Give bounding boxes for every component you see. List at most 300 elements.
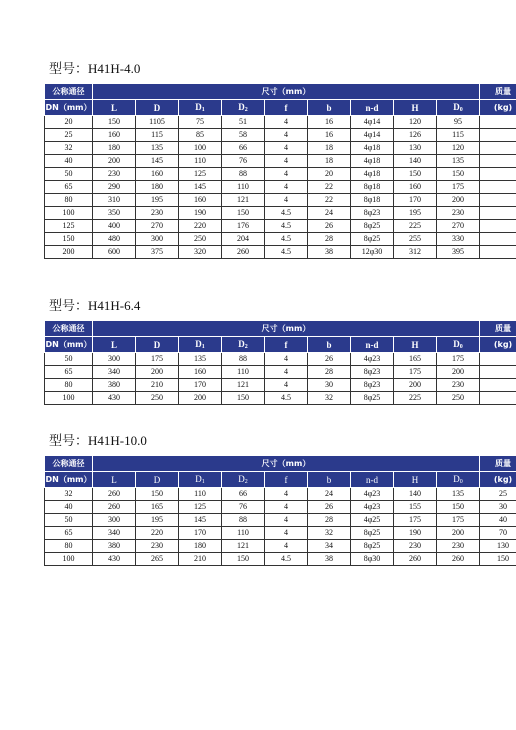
col-header-4: $D_2$ — [222, 100, 265, 116]
table-cell: 176 — [222, 220, 265, 233]
table-row — [45, 155, 516, 168]
table-cell: 4.5 — [265, 220, 308, 233]
table-cell: 4 — [265, 366, 308, 379]
table-cell: 4.5 — [265, 233, 308, 246]
table-cell: 58 — [222, 129, 265, 142]
table-cell — [480, 233, 516, 246]
table-cell: 76 — [222, 501, 265, 514]
table-cell: 160 — [394, 181, 437, 194]
table-cell: 65 — [45, 366, 93, 379]
model-title: 型号：H41H-10.0 — [49, 433, 147, 448]
table-row — [45, 116, 516, 129]
table-cell — [480, 142, 516, 155]
table-row — [45, 540, 516, 553]
table-cell: 4.5 — [265, 553, 308, 566]
col-header-2: D — [136, 337, 179, 353]
table-cell: 38 — [308, 246, 351, 259]
col-header-6: b — [308, 337, 351, 353]
table-cell — [480, 194, 516, 207]
dn-unit-header: DN（mm） — [45, 472, 93, 488]
header-row-bottom — [45, 472, 516, 488]
table-cell: 65 — [45, 527, 93, 540]
table-cell: 76 — [222, 155, 265, 168]
table-cell: 145 — [179, 181, 222, 194]
table-cell: 18 — [308, 155, 351, 168]
table-cell — [480, 366, 516, 379]
table-cell: 230 — [437, 207, 480, 220]
table-cell: 88 — [222, 514, 265, 527]
table-row — [45, 246, 516, 259]
table-cell — [480, 155, 516, 168]
table-cell: 312 — [394, 246, 437, 259]
col-header-3: $D_1$ — [179, 472, 222, 488]
table-cell — [480, 246, 516, 259]
table-cell: 120 — [394, 116, 437, 129]
col-header-4: $D_2$ — [222, 472, 265, 488]
spec-section-h41h-6-4 — [44, 297, 513, 405]
table-cell: 135 — [437, 155, 480, 168]
dims-header: 尺寸（mm） — [93, 456, 480, 472]
table-cell: 230 — [437, 379, 480, 392]
table-row — [45, 220, 516, 233]
table-cell: 28 — [308, 233, 351, 246]
header-row-top — [45, 456, 516, 472]
col-header-2: D — [136, 472, 179, 488]
table-cell: 220 — [136, 527, 179, 540]
table-cell: 4φ18 — [351, 168, 394, 181]
col-header-7: n-d — [351, 100, 394, 116]
table-cell: 255 — [394, 233, 437, 246]
col-header-1: L — [93, 100, 136, 116]
table-cell: 340 — [93, 527, 136, 540]
table-cell: 100 — [45, 207, 93, 220]
table-cell: 350 — [93, 207, 136, 220]
col-header-9: $D_0$ — [437, 100, 480, 116]
table-cell: 190 — [394, 527, 437, 540]
table-cell: 110 — [222, 181, 265, 194]
table-cell: 135 — [179, 353, 222, 366]
spec-table — [44, 320, 516, 405]
col-header-8: H — [394, 337, 437, 353]
header-row-bottom — [45, 337, 516, 353]
table-cell: 1105 — [136, 116, 179, 129]
table-cell: 80 — [45, 194, 93, 207]
table-cell: 8φ23 — [351, 207, 394, 220]
col-header-9: $D_0$ — [437, 472, 480, 488]
table-cell: 32 — [45, 142, 93, 155]
table-cell: 430 — [93, 392, 136, 405]
table-cell: 200 — [93, 155, 136, 168]
col-header-4: $D_2$ — [222, 337, 265, 353]
table-cell: 170 — [394, 194, 437, 207]
table-cell — [480, 181, 516, 194]
weight-header: 质量 — [480, 456, 516, 472]
table-cell: 150 — [45, 233, 93, 246]
table-cell: 260 — [93, 488, 136, 501]
table-cell: 160 — [93, 129, 136, 142]
spec-section-h41h-4-0 — [44, 60, 513, 259]
table-cell: 175 — [437, 514, 480, 527]
table-cell: 260 — [222, 246, 265, 259]
table-cell: 85 — [179, 129, 222, 142]
table-cell: 22 — [308, 181, 351, 194]
col-header-8: H — [394, 472, 437, 488]
table-cell: 4φ14 — [351, 116, 394, 129]
model-title: 型号：H41H-6.4 — [49, 298, 141, 313]
table-cell: 204 — [222, 233, 265, 246]
header-row-top — [45, 84, 516, 100]
table-cell: 8φ18 — [351, 194, 394, 207]
header-row-top — [45, 321, 516, 337]
table-cell: 160 — [179, 366, 222, 379]
table-cell: 150 — [222, 392, 265, 405]
table-cell: 150 — [136, 488, 179, 501]
table-cell: 40 — [45, 155, 93, 168]
table-cell: 430 — [93, 553, 136, 566]
weight-unit-header: (kg) — [480, 472, 516, 488]
table-row — [45, 366, 516, 379]
table-cell: 26 — [308, 353, 351, 366]
table-cell: 310 — [93, 194, 136, 207]
table-cell: 16 — [308, 116, 351, 129]
table-cell: 250 — [179, 233, 222, 246]
weight-header: 质量 — [480, 321, 516, 337]
table-cell: 24 — [308, 488, 351, 501]
table-cell: 50 — [45, 514, 93, 527]
table-cell: 4.5 — [265, 207, 308, 220]
table-cell: 26 — [308, 501, 351, 514]
table-cell: 230 — [136, 207, 179, 220]
table-cell: 230 — [136, 540, 179, 553]
col-header-7: n-d — [351, 337, 394, 353]
table-cell: 380 — [93, 540, 136, 553]
table-row — [45, 488, 516, 501]
table-cell: 270 — [136, 220, 179, 233]
table-cell: 121 — [222, 194, 265, 207]
table-row — [45, 233, 516, 246]
table-cell — [480, 116, 516, 129]
table-cell: 125 — [45, 220, 93, 233]
col-header-1: L — [93, 472, 136, 488]
table-cell: 130 — [480, 540, 516, 553]
table-row — [45, 142, 516, 155]
table-cell — [480, 168, 516, 181]
table-cell: 4 — [265, 501, 308, 514]
table-cell: 265 — [136, 553, 179, 566]
table-cell: 121 — [222, 379, 265, 392]
table-cell: 8φ30 — [351, 553, 394, 566]
col-header-3: $D_1$ — [179, 100, 222, 116]
table-cell: 34 — [308, 540, 351, 553]
table-cell: 145 — [179, 514, 222, 527]
table-cell: 4 — [265, 514, 308, 527]
dims-header: 尺寸（mm） — [93, 321, 480, 337]
dn-unit-header: DN（mm） — [45, 337, 93, 353]
table-cell: 8φ25 — [351, 540, 394, 553]
table-row — [45, 353, 516, 366]
table-cell: 75 — [179, 116, 222, 129]
table-cell: 230 — [93, 168, 136, 181]
table-cell: 230 — [394, 540, 437, 553]
table-cell: 480 — [93, 233, 136, 246]
table-row — [45, 207, 516, 220]
table-cell: 32 — [45, 488, 93, 501]
table-cell: 395 — [437, 246, 480, 259]
table-cell: 170 — [179, 527, 222, 540]
table-cell: 20 — [308, 168, 351, 181]
table-cell: 4φ23 — [351, 353, 394, 366]
table-cell: 150 — [93, 116, 136, 129]
table-cell: 4 — [265, 527, 308, 540]
table-cell: 16 — [308, 129, 351, 142]
table-cell — [480, 392, 516, 405]
table-cell: 115 — [437, 129, 480, 142]
table-cell: 160 — [136, 168, 179, 181]
dims-header: 尺寸（mm） — [93, 84, 480, 100]
table-row — [45, 527, 516, 540]
table-cell: 600 — [93, 246, 136, 259]
table-cell: 195 — [136, 194, 179, 207]
table-cell: 4 — [265, 142, 308, 155]
header-row-bottom — [45, 100, 516, 116]
table-cell: 225 — [394, 392, 437, 405]
table-cell: 8φ18 — [351, 181, 394, 194]
table-cell: 150 — [480, 553, 516, 566]
table-cell: 200 — [45, 246, 93, 259]
table-cell: 210 — [136, 379, 179, 392]
weight-header: 质量 — [480, 84, 516, 100]
table-cell: 150 — [437, 501, 480, 514]
table-cell: 340 — [93, 366, 136, 379]
table-cell: 190 — [179, 207, 222, 220]
table-cell: 4 — [265, 116, 308, 129]
dn-unit-header: DN（mm） — [45, 100, 93, 116]
table-cell: 4 — [265, 353, 308, 366]
table-cell: 18 — [308, 142, 351, 155]
table-cell: 66 — [222, 142, 265, 155]
table-cell: 200 — [437, 194, 480, 207]
table-cell: 270 — [437, 220, 480, 233]
table-cell: 170 — [179, 379, 222, 392]
spec-table — [44, 455, 516, 566]
table-cell: 125 — [179, 501, 222, 514]
table-cell: 200 — [437, 366, 480, 379]
table-cell: 175 — [437, 353, 480, 366]
table-row — [45, 514, 516, 527]
table-cell: 4φ18 — [351, 155, 394, 168]
col-header-1: L — [93, 337, 136, 353]
table-cell: 100 — [179, 142, 222, 155]
table-cell — [480, 353, 516, 366]
table-cell: 330 — [437, 233, 480, 246]
table-cell: 110 — [179, 155, 222, 168]
table-cell — [480, 129, 516, 142]
table-cell: 160 — [179, 194, 222, 207]
table-cell: 8φ25 — [351, 233, 394, 246]
table-cell: 40 — [480, 514, 516, 527]
table-cell: 140 — [394, 488, 437, 501]
table-cell: 24 — [308, 207, 351, 220]
table-cell: 4 — [265, 540, 308, 553]
table-row — [45, 168, 516, 181]
table-cell: 195 — [394, 207, 437, 220]
table-cell: 8φ25 — [351, 220, 394, 233]
table-row — [45, 194, 516, 207]
table-cell: 290 — [93, 181, 136, 194]
table-row — [45, 501, 516, 514]
table-cell: 8φ23 — [351, 379, 394, 392]
table-cell: 250 — [136, 392, 179, 405]
col-header-6: b — [308, 472, 351, 488]
table-cell: 126 — [394, 129, 437, 142]
table-cell: 4 — [265, 168, 308, 181]
table-cell: 260 — [437, 553, 480, 566]
table-cell: 250 — [437, 392, 480, 405]
table-cell: 88 — [222, 168, 265, 181]
table-cell: 4φ14 — [351, 129, 394, 142]
weight-unit-header: (kg) — [480, 337, 516, 353]
table-cell: 300 — [93, 514, 136, 527]
table-cell: 100 — [45, 392, 93, 405]
table-cell: 4 — [265, 129, 308, 142]
table-cell: 4 — [265, 379, 308, 392]
table-cell: 175 — [394, 514, 437, 527]
table-cell: 70 — [480, 527, 516, 540]
table-cell: 200 — [394, 379, 437, 392]
model-title: 型号：H41H-4.0 — [49, 61, 141, 76]
table-cell: 180 — [136, 181, 179, 194]
table-cell: 4.5 — [265, 246, 308, 259]
table-cell: 260 — [93, 501, 136, 514]
table-cell: 30 — [480, 501, 516, 514]
table-cell: 28 — [308, 514, 351, 527]
table-cell: 150 — [222, 207, 265, 220]
dn-header: 公称通径 — [45, 84, 93, 100]
table-cell: 135 — [437, 488, 480, 501]
table-cell: 26 — [308, 220, 351, 233]
table-cell: 22 — [308, 194, 351, 207]
table-cell: 140 — [394, 155, 437, 168]
table-cell: 4 — [265, 181, 308, 194]
dn-header: 公称通径 — [45, 456, 93, 472]
table-cell: 300 — [136, 233, 179, 246]
table-cell: 320 — [179, 246, 222, 259]
table-cell: 130 — [394, 142, 437, 155]
table-cell: 8φ25 — [351, 527, 394, 540]
table-row — [45, 553, 516, 566]
table-cell: 80 — [45, 379, 93, 392]
table-cell — [480, 207, 516, 220]
table-cell: 95 — [437, 116, 480, 129]
table-cell: 225 — [394, 220, 437, 233]
table-cell: 145 — [136, 155, 179, 168]
table-cell: 40 — [45, 501, 93, 514]
table-cell: 25 — [45, 129, 93, 142]
table-cell: 175 — [136, 353, 179, 366]
spec-section-h41h-10-0 — [44, 432, 513, 566]
table-cell: 120 — [437, 142, 480, 155]
col-header-5: f — [265, 337, 308, 353]
table-cell: 25 — [480, 488, 516, 501]
col-header-8: H — [394, 100, 437, 116]
table-cell: 135 — [136, 142, 179, 155]
table-cell: 8φ23 — [351, 366, 394, 379]
table-cell: 180 — [179, 540, 222, 553]
table-cell: 100 — [45, 553, 93, 566]
col-header-2: D — [136, 100, 179, 116]
table-cell: 125 — [179, 168, 222, 181]
table-cell: 50 — [45, 353, 93, 366]
table-cell: 66 — [222, 488, 265, 501]
table-cell: 20 — [45, 116, 93, 129]
table-cell — [480, 379, 516, 392]
table-cell: 230 — [437, 540, 480, 553]
table-cell: 400 — [93, 220, 136, 233]
table-cell: 165 — [394, 353, 437, 366]
table-cell: 260 — [394, 553, 437, 566]
table-cell: 150 — [394, 168, 437, 181]
table-cell: 32 — [308, 392, 351, 405]
col-header-5: f — [265, 472, 308, 488]
table-cell: 165 — [136, 501, 179, 514]
table-cell: 4 — [265, 194, 308, 207]
table-cell: 380 — [93, 379, 136, 392]
col-header-3: $D_1$ — [179, 337, 222, 353]
col-header-5: f — [265, 100, 308, 116]
table-cell: 180 — [93, 142, 136, 155]
table-cell: 220 — [179, 220, 222, 233]
table-cell: 4φ18 — [351, 142, 394, 155]
table-cell: 210 — [179, 553, 222, 566]
table-row — [45, 392, 516, 405]
table-cell: 110 — [222, 366, 265, 379]
table-row — [45, 181, 516, 194]
table-cell: 30 — [308, 379, 351, 392]
table-cell: 110 — [222, 527, 265, 540]
col-header-9: $D_0$ — [437, 337, 480, 353]
col-header-7: n-d — [351, 472, 394, 488]
table-cell: 4φ23 — [351, 501, 394, 514]
table-cell: 50 — [45, 168, 93, 181]
table-cell — [480, 220, 516, 233]
table-cell: 195 — [136, 514, 179, 527]
table-cell: 65 — [45, 181, 93, 194]
table-cell: 4 — [265, 488, 308, 501]
table-cell: 155 — [394, 501, 437, 514]
table-cell: 4.5 — [265, 392, 308, 405]
table-cell: 150 — [222, 553, 265, 566]
table-cell: 88 — [222, 353, 265, 366]
spec-table — [44, 83, 516, 259]
table-cell: 300 — [93, 353, 136, 366]
table-row — [45, 129, 516, 142]
table-cell: 121 — [222, 540, 265, 553]
table-cell: 200 — [437, 527, 480, 540]
col-header-6: b — [308, 100, 351, 116]
table-cell: 32 — [308, 527, 351, 540]
table-cell: 175 — [437, 181, 480, 194]
table-cell: 12φ30 — [351, 246, 394, 259]
table-cell: 175 — [394, 366, 437, 379]
table-row — [45, 379, 516, 392]
table-cell: 4φ25 — [351, 514, 394, 527]
weight-unit-header: (kg) — [480, 100, 516, 116]
table-cell: 375 — [136, 246, 179, 259]
table-cell: 200 — [136, 366, 179, 379]
table-cell: 150 — [437, 168, 480, 181]
table-cell: 4φ23 — [351, 488, 394, 501]
table-cell: 4 — [265, 155, 308, 168]
